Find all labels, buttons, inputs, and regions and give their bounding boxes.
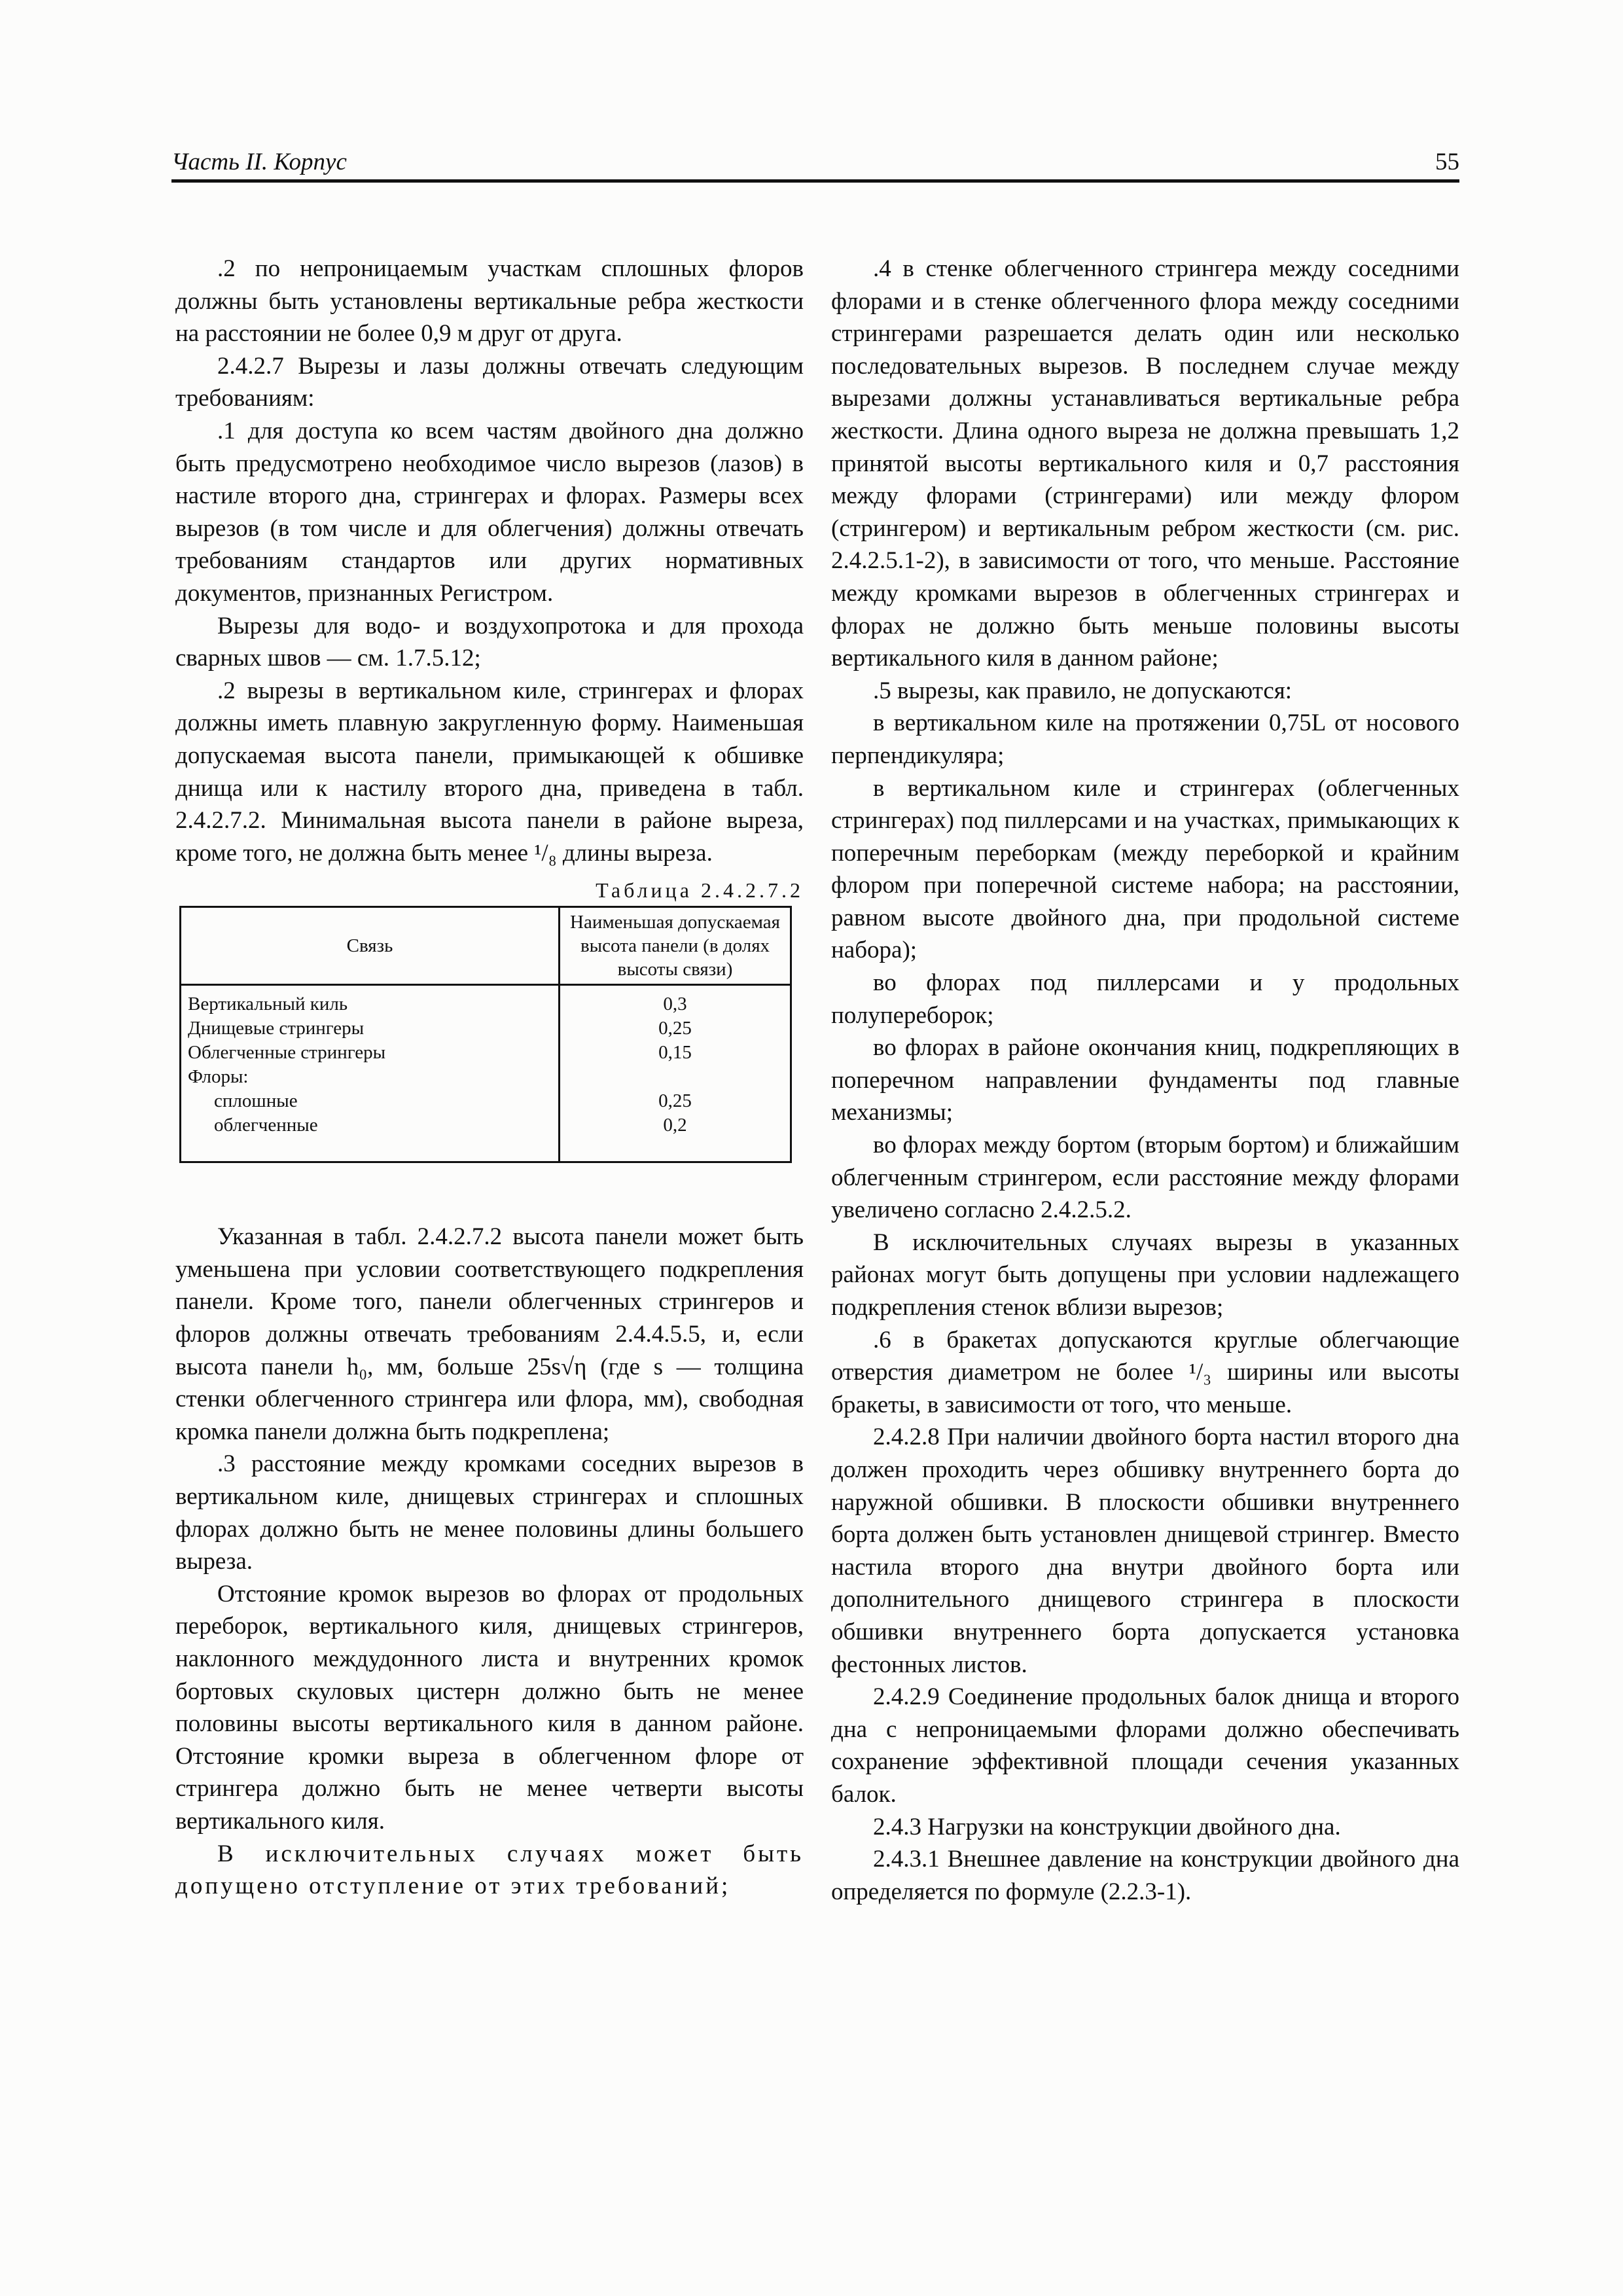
paragraph: .4 в стенке облегченного стрингера между соседними флорами и в стенке облегченного флора между соседними стрингерами разрешается делать один или несколько последовательных вырезов. В последнем случае между вырезами должны устанавливаться вертикальные ребра жесткости. Длина одного выреза не должна превышать 1,2 принятой высоты вертикального киля и 0,7 расстояния между флорами (стрингерами) или между флором (стрингером) и вертикальным ребром жесткости (см. рис. 2.4.2.5.1-2), в зависимости от того, что меньше. Расстояние между кромками вырезов в облегченных стрингерах и флорах не должно быть меньше половины высоты вертикального киля в данном районе; xyxy=(831,255,1459,672)
paragraph: .1 для доступа ко всем частям двойного дна должно быть предусмотрено необходимое число вырезов (лазов) в настиле второго дна, стрингерах и флорах. Размеры всех вырезов (в том числе и для облегчения) должны отвечать требованиям стандартов или других нормативных документов, признанных Регистром. xyxy=(175,417,804,607)
section-2-4-2-7-paragraph: 2.4.2.7 Вырезы и лазы должны отвечать следующим требованиям: xyxy=(175,352,804,412)
table-header-cell: Связь xyxy=(181,907,560,985)
paragraph: .6 в бракетах допускаются круглые облегчающие отверстия диаметром не более ¹/₃ ширины или высоты бракеты, в зависимости от того, что меньше. xyxy=(831,1326,1459,1418)
table-header-row xyxy=(181,907,791,985)
panel-height-table xyxy=(179,906,792,1163)
section-2-4-2-8-paragraph: 2.4.2.8 При наличии двойного борта настил второго дна должен проходить через обшивку внутреннего борта до наружной обшивки. В плоскости обшивки внутреннего борта должен быть установлен днищевой стрингер. Вместо настила второго дна внутри двойного борта или дополнительного днищевого стрингера в плоскости обшивки внутреннего борта допускается установка фестонных листов. xyxy=(831,1424,1459,1678)
paragraph: во флорах между бортом (вторым бортом) и ближайшим облегченным стрингером, если расстояние между флорами увеличено согласно 2.4.2.5.2. xyxy=(831,1132,1459,1224)
table-cell-value: 0,15 xyxy=(560,1041,791,1065)
table-cell-name: Флоры: xyxy=(181,1065,560,1089)
table-caption: Таблица 2.4.2.7.2 xyxy=(596,878,804,903)
table-cell-name: сплошные xyxy=(181,1089,560,1113)
paragraph: .3 расстояние между кромками соседних вырезов в вертикальном киле, днищевых стрингерах и сплошных флорах должно быть не менее половины длины большего выреза. xyxy=(175,1450,804,1575)
table-row xyxy=(181,1113,791,1162)
table-row xyxy=(181,1089,791,1113)
paragraph: Указанная в табл. 2.4.2.7.2 высота панели может быть уменьшена при условии соответствующего подкрепления панели. Кроме того, панели облегченных стрингеров и флоров должны отвечать требованиям 2.4.4.5.5, и, если высота панели h₀, мм, больше 25s√η (где s — толщина стенки облегченного стрингера или флора, мм), свободная кромка панели должна быть подкреплена; xyxy=(175,1223,804,1445)
table-cell-value: 0,25 xyxy=(560,1089,791,1113)
table-cell-name: Днищевые стрингеры xyxy=(181,1016,560,1041)
paragraph: .5 вырезы, как правило, не допускаются: xyxy=(873,677,1293,704)
table-cell-name: Облегченные стрингеры xyxy=(181,1041,560,1065)
paragraph: во флорах в районе окончания книц, подкрепляющих в поперечном направлении фундаменты под главные механизмы; xyxy=(831,1034,1459,1126)
right-column xyxy=(831,253,1459,1908)
table-header-cell: Наименьшая допускаемая высота панели (в долях высоты связи) xyxy=(560,907,791,985)
section-2-4-2-9-paragraph: 2.4.2.9 Соединение продольных балок днища и второго дна с непроницаемыми флорами должно обеспечивать сохранение эффективной площади сечения указанных балок. xyxy=(831,1683,1459,1808)
left-column xyxy=(175,253,804,1903)
table-cell-value: 0,2 xyxy=(560,1113,791,1162)
paragraph: Отстояние кромок вырезов во флорах от продольных переборок, вертикального киля, днищевых стрингеров, наклонного междудонного листа и внутренних кромок бортовых скуловых цистерн должно быть не менее половины высоты вертикального киля в данном районе. Отстояние кромки выреза в облегченном флоре от стрингера должно быть не менее четверти высоты вертикального киля. xyxy=(175,1580,804,1835)
table-cell-value: 0,3 xyxy=(560,985,791,1017)
page-number: 55 xyxy=(1435,149,1459,175)
table-cell-value xyxy=(560,1065,791,1089)
table-cell-name: Вертикальный киль xyxy=(181,985,560,1017)
section-2-4-3-1-paragraph: 2.4.3.1 Внешнее давление на конструкции двойного дна определяется по формуле (2.2.3-1). xyxy=(831,1846,1459,1905)
section-heading-2-4-3: 2.4.3 Нагрузки на конструкции двойного дна. xyxy=(873,1813,1341,1840)
table-row xyxy=(181,985,791,1017)
paragraph: .2 вырезы в вертикальном киле, стрингерах и флорах должны иметь плавную закругленную форму. Наименьшая допускаемая высота панели, примыкающей к обшивке днища или к настилу второго дна, приведена в табл. 2.4.2.7.2. Минимальная высота панели в районе выреза, кроме того, не должна быть менее ¹/₈ длины выреза. xyxy=(175,677,804,867)
paragraph: В исключительных случаях может быть допущено отступление от этих требований; xyxy=(175,1840,804,1900)
paragraph: в вертикальном киле и стрингерах (облегченных стрингерах) под пиллерсами и на участках, примыкающих к поперечным переборкам (между переборкой и крайним флором при поперечной системе набора; на расстоянии, равном высоте двойного дна, при продольной системе набора); xyxy=(831,774,1459,964)
paragraph: В исключительных случаях вырезы в указанных районах могут быть допущены при условии надлежащего подкрепления стенок вблизи вырезов; xyxy=(831,1229,1459,1321)
paragraph: Вырезы для водо- и воздухопротока и для прохода сварных швов — см. 1.7.5.12; xyxy=(175,612,804,672)
paragraph: .2 по непроницаемым участкам сплошных флоров должны быть установлены вертикальные ребра жесткости на расстоянии не более 0,9 м друг от друга. xyxy=(175,255,804,348)
table-row xyxy=(181,1041,791,1065)
table-cell-value: 0,25 xyxy=(560,1016,791,1041)
paragraph: во флорах под пиллерсами и у продольных полупереборок; xyxy=(831,969,1459,1029)
table-cell-name: облегченные xyxy=(181,1113,560,1162)
table-row xyxy=(181,1016,791,1041)
running-header-title: Часть II. Корпус xyxy=(171,149,347,175)
paragraph: в вертикальном киле на протяжении 0,75L от носового перпендикуляра; xyxy=(831,709,1459,769)
running-header xyxy=(171,145,1459,183)
table-row xyxy=(181,1065,791,1089)
